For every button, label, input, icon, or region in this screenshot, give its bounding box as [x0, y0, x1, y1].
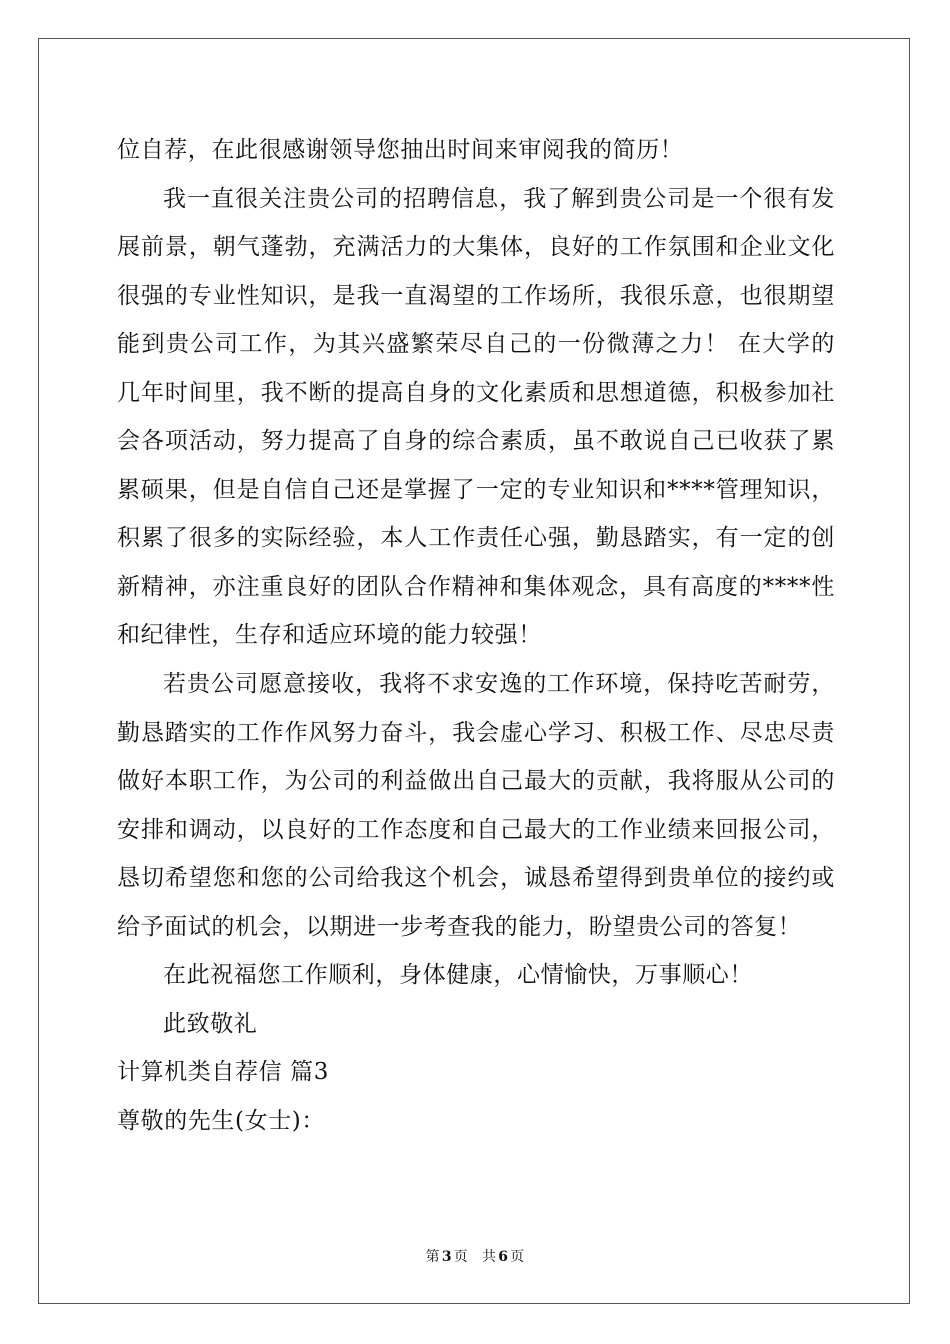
text-line: 位自荐，在此很感谢领导您抽出时间来审阅我的简历！ [117, 137, 684, 163]
text-line: 会各项活动，努力提高了自身的综合素质，虽不敢说自己已收获了累 [117, 428, 835, 455]
page-suffix: 页 [453, 1249, 468, 1265]
closing-wish: 在此祝福您工作顺利，身体健康，心情愉快，万事顺心！ [163, 962, 753, 989]
text-line: 展前景，朝气蓬勃，充满活力的大集体，良好的工作氛围和企业文化 [117, 234, 835, 261]
total-prefix: 共 [482, 1249, 497, 1265]
section-heading: 计算机类自荐信 篇3 [117, 1059, 329, 1086]
total-pages: 6 [498, 1249, 509, 1265]
text-line: 能到贵公司工作，为其兴盛繁荣尽自己的一份微薄之力！ 在大学的 [117, 331, 835, 358]
paragraph-first-line: 若贵公司愿意接收，我将不求安逸的工作环境，保持吃苦耐劳， [163, 671, 835, 698]
page-footer [0, 1246, 950, 1266]
greeting: 尊敬的先生(女士)： [117, 1107, 325, 1134]
page-number: 3 [441, 1249, 452, 1265]
page-prefix: 第 [425, 1249, 440, 1265]
letter-body [117, 126, 835, 1145]
paragraph-first-line: 我一直很关注贵公司的招聘信息，我了解到贵公司是一个很有发 [163, 185, 835, 212]
text-line: 和纪律性，生存和适应环境的能力较强！ [117, 622, 542, 649]
text-line: 很强的专业性知识，是我一直渴望的工作场所，我很乐意，也很期望 [117, 282, 835, 309]
text-line: 勤恳踏实的工作作风努力奋斗，我会虚心学习、积极工作、尽忠尽责 [117, 719, 835, 746]
text-line: 给予面试的机会，以期进一步考查我的能力，盼望贵公司的答复！ [117, 913, 802, 940]
text-line: 做好本职工作，为公司的利益做出自己最大的贡献，我将服从公司的 [117, 768, 835, 795]
text-line: 安排和调动，以良好的工作态度和自己最大的工作业绩来回报公司， [117, 816, 835, 843]
text-line: 累硕果，但是自信自己还是掌握了一定的专业知识和****管理知识， [117, 476, 835, 503]
text-line: 新精神，亦注重良好的团队合作精神和集体观念，具有高度的****性 [117, 573, 835, 600]
text-line: 几年时间里，我不断的提高自身的文化素质和思想道德，积极参加社 [117, 379, 835, 406]
total-suffix: 页 [510, 1249, 525, 1265]
text-line: 恳切希望您和您的公司给我这个机会，诚恳希望得到贵单位的接约或 [117, 865, 835, 892]
text-line: 积累了很多的实际经验，本人工作责任心强，勤恳踏实，有一定的创 [117, 525, 835, 552]
salutation-close: 此致敬礼 [163, 1010, 258, 1037]
